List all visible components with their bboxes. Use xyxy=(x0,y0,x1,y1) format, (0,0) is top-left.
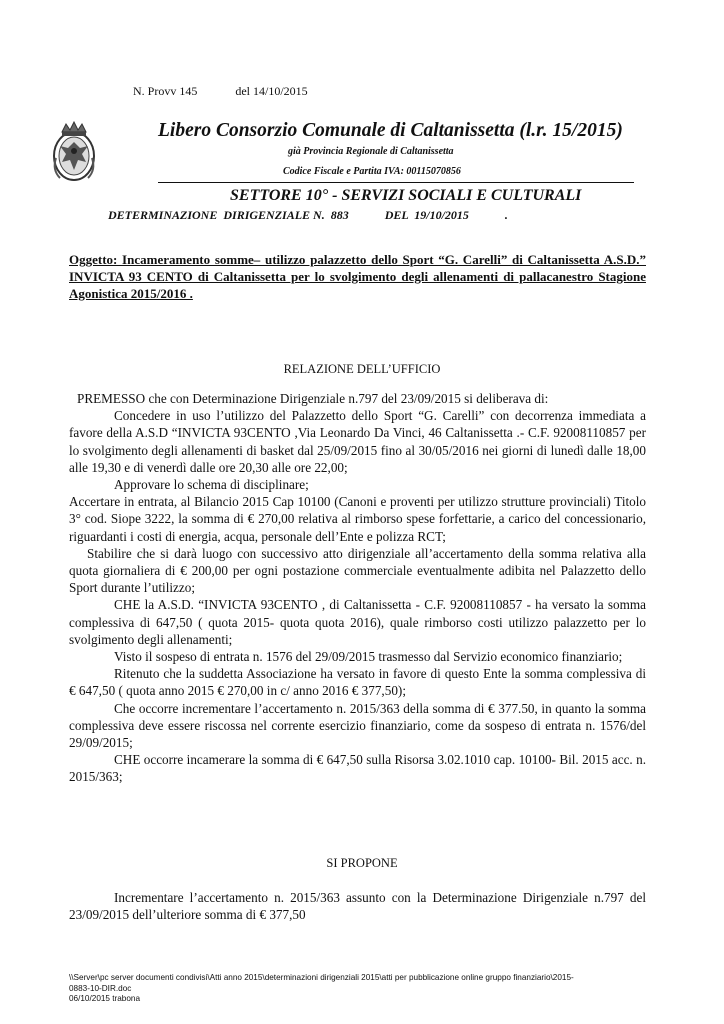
crest-icon xyxy=(50,118,98,184)
occorre-incamerare-paragraph: CHE occorre incamerare la somma di € 647,50 sulla Risorsa 3.02.1010 cap. 10100- Bil. 2015 acc. n. 2015/363; xyxy=(69,752,646,785)
accertare-paragraph: Accertare in entrata, al Bilancio 2015 Cap 10100 (Canoni e proventi per utilizzo strutture provinciali) Titolo 3° cod. Siope 3222, la somma di € 270,00 relativa al rimborso spese forfettarie, a carico del concessionario, riguardanti i costi di energia, acqua, personale dell’Ente e polizza RCT; xyxy=(69,494,646,544)
provv-date: del 14/10/2015 xyxy=(235,84,308,98)
approvare-paragraph: Approvare lo schema di disciplinare; xyxy=(114,477,309,493)
provv-number xyxy=(133,84,308,99)
codice-fiscale: Codice Fiscale e Partita IVA: 00115070856 xyxy=(283,166,461,177)
premesso-paragraph: PREMESSO che con Determinazione Dirigenziale n.797 del 23/09/2015 si deliberava di: xyxy=(77,391,549,406)
settore-title: SETTORE 10° - SERVIZI SOCIALI E CULTURALI xyxy=(230,187,582,204)
ritenuto-paragraph: Ritenuto che la suddetta Associazione ha versato in favore di questo Ente la somma complessiva di € 647,50 ( quota anno 2015 € 270,00 in c/ anno 2016 € 377,50); xyxy=(69,666,646,699)
ente-title: Libero Consorzio Comunale di Caltanissetta (l.r. 15/2015) xyxy=(158,120,623,141)
ente-subtitle: già Provincia Regionale di Caltanissetta xyxy=(288,146,454,157)
stabilire-paragraph: Stabilire che si darà luogo con successivo atto dirigenziale all’accertamento della somma relativa alla quota giornaliera di € 200,00 per ogni postazione commerciale eventualmente adibita nel Palazzetto dello Sport durante l’utilizzo; xyxy=(69,545,646,596)
determinazione-number: DETERMINAZIONE DIRIGENZIALE N. 883 DEL 19/10/2015 . xyxy=(108,208,508,222)
propone-heading: SI PROPONE xyxy=(326,856,398,870)
footer-line-2: 0883-10-DIR.doc xyxy=(69,983,132,993)
header-divider xyxy=(158,182,634,183)
visto-paragraph: Visto il sospeso di entrata n. 1576 del 29/09/2015 trasmesso dal Servizio economico finanziario; xyxy=(114,649,623,665)
footer-line-3: 06/10/2015 trabona xyxy=(69,994,141,1003)
propone-body xyxy=(69,889,646,924)
relazione-heading: RELAZIONE DELL’UFFICIO xyxy=(283,362,441,376)
provv-label: N. Provv 145 xyxy=(133,84,198,98)
incrementare-paragraph: Incrementare l’accertamento n. 2015/363 assunto con la Determinazione Dirigenziale n.797 del 23/09/2015 dell’ulteriore somma di € 377,50 xyxy=(69,890,646,923)
concedere-paragraph: Concedere in uso l’utilizzo del Palazzetto dello Sport “G. Carelli” con decorrenza immediata a favore della A.S.D “INVICTA 93CENTO ,Via Leonardo Da Vinci, 46 Caltanissetta .- C.F. 92008110857 per lo svolgimento degli allenamenti di basket dal 25/09/2015 fino al 30/05/2016 nei giorni di lunedì dalle 18,00 alle 19,30 e di venerdì dalle ore 20,30 alle ore 22,00; xyxy=(69,408,646,475)
asd-paragraph: CHE la A.S.D. “INVICTA 93CENTO , di Caltanissetta - C.F. 92008110857 - ha versato la somma complessiva di 647,50 ( quota 2015- quota quota 2016), quale rimborso costi utilizzo palazzetto per lo svolgimento degli allenamenti; xyxy=(69,597,646,647)
footer-line-1: \\Server\pc server documenti condivisi\Atti anno 2015\determinazioni dirigenziali 2015\atti per pubblicazione online gruppo finanziario\2015- xyxy=(69,973,574,982)
file-path-footer xyxy=(69,973,649,1005)
oggetto: Oggetto: Incameramento somme– utilizzo palazzetto dello Sport “G. Carelli” di Caltanissetta A.S.D.” INVICTA 93 CENTO di Caltanissetta per lo svolgimento degli allenamenti di pallacanestro Stagione Agonistica 2015/2016 . xyxy=(69,252,646,301)
occorre-incrementare-paragraph: Che occorre incrementare l’accertamento n. 2015/363 della somma di € 377.50, in quanto la somma complessiva deve essere riscossa nel corrente esercizio finanziario, come da sospeso di entrata n. 1576/del 29/09/2015; xyxy=(69,700,646,751)
relazione-body xyxy=(69,390,646,786)
